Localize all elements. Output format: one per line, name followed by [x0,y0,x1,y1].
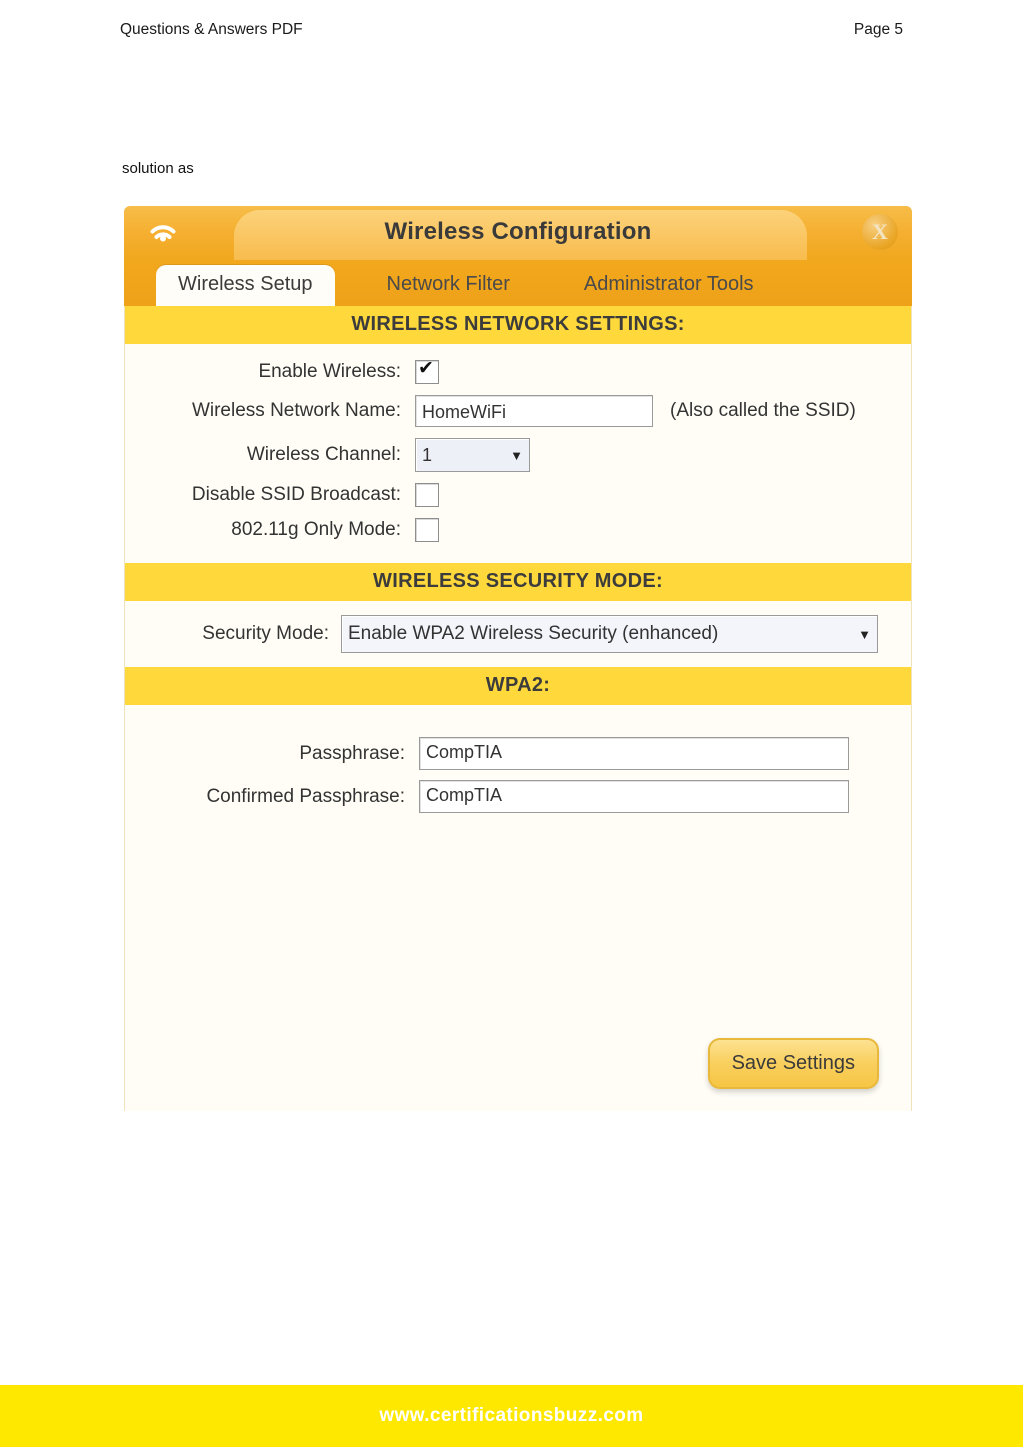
only-11g-label: 802.11g Only Mode: [231,519,401,540]
security-mode-select[interactable] [341,615,878,653]
confirm-passphrase-input[interactable]: CompTIA [419,780,849,813]
tab-wireless-setup[interactable]: Wireless Setup [156,265,335,306]
ssid-hint: (Also called the SSID) [670,400,856,421]
security-mode-value: Enable WPA2 Wireless Security (enhanced) [348,623,719,644]
enable-wireless-checkbox[interactable] [415,360,439,384]
disable-ssid-checkbox[interactable] [415,483,439,507]
wireless-configuration-window [124,206,912,1111]
tab-network-filter[interactable]: Network Filter [386,273,510,295]
close-icon[interactable]: X [862,214,898,250]
network-settings-band: WIRELESS NETWORK SETTINGS: [125,306,911,344]
footer-banner [0,1385,1023,1447]
save-settings-area [708,1038,879,1089]
page-number: Page 5 [853,21,903,38]
ssid-row [125,395,911,427]
only-11g-checkbox[interactable] [415,518,439,542]
intro-text: solution as [122,160,194,177]
wpa2-band: WPA2: [125,667,911,705]
save-settings-button[interactable]: Save Settings [708,1038,879,1089]
ssid-label: Wireless Network Name: [191,400,401,421]
confirm-passphrase-row [125,780,911,813]
security-mode-band: WIRELESS SECURITY MODE: [125,563,911,601]
confirm-passphrase-label: Confirmed Passphrase: [206,785,405,807]
enable-wireless-label: Enable Wireless: [258,361,401,382]
network-settings-form [125,344,911,563]
footer-url: www.certificationsbuzz.com [379,1405,644,1426]
wireless-channel-value: 1 [422,444,433,465]
only-11g-row [125,518,911,542]
window-body [124,306,912,1111]
wireless-channel-label: Wireless Channel: [246,444,401,465]
passphrase-input[interactable]: CompTIA [419,737,849,770]
wireless-channel-select[interactable] [415,438,530,472]
document-title: Questions & Answers PDF [120,21,303,38]
tab-administrator-tools[interactable]: Administrator Tools [583,273,754,295]
security-mode-label: Security Mode: [202,623,329,644]
ssid-input[interactable]: HomeWiFi [415,395,653,427]
wireless-channel-row [125,438,911,472]
tab-strip [124,260,912,306]
security-mode-row [125,601,911,667]
passphrase-row [125,737,911,770]
disable-ssid-label: Disable SSID Broadcast: [191,484,401,505]
wpa2-form [125,705,911,813]
enable-wireless-row [125,360,911,384]
chevron-down-icon: ▼ [510,447,523,463]
window-titlebar [124,206,912,260]
chevron-down-icon: ▼ [858,626,871,642]
disable-ssid-row [125,483,911,507]
window-title: Wireless Configuration [384,218,652,245]
passphrase-label: Passphrase: [299,742,405,764]
page-header [120,18,903,42]
